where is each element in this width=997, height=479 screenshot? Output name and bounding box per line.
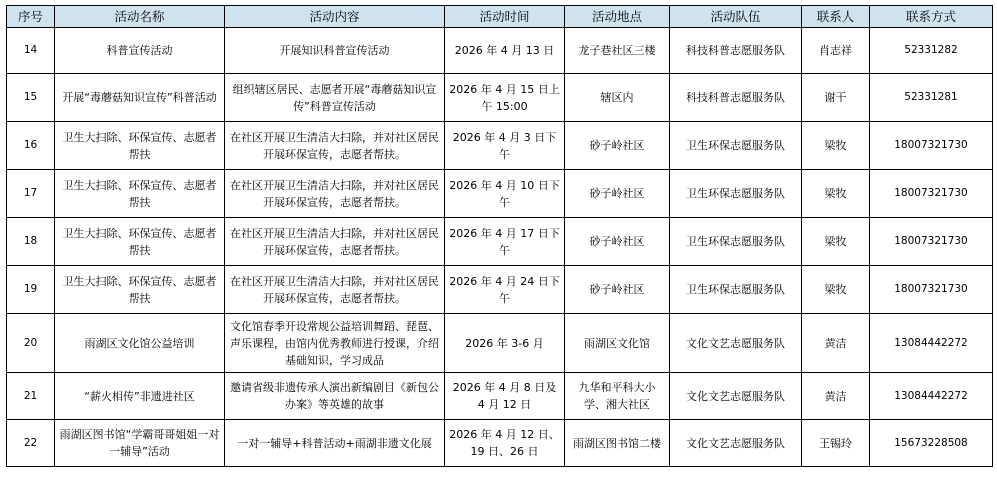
row-number: 17: [7, 170, 55, 218]
activity-place: 九华和平科大小学、湘大社区: [565, 373, 670, 420]
row-number: 18: [7, 218, 55, 266]
contact-person: 梁牧: [802, 218, 870, 266]
activity-place: 雨湖区图书馆二楼: [565, 420, 670, 467]
activity-team: 卫生环保志愿服务队: [670, 122, 802, 170]
activity-name: 雨湖区图书馆“学霸哥哥姐姐一对一辅导”活动: [55, 420, 225, 467]
row-number: 15: [7, 74, 55, 122]
contact-phone: 18007321730: [870, 218, 993, 266]
activity-place: 辖区内: [565, 74, 670, 122]
contact-person: 梁牧: [802, 122, 870, 170]
header-content: 活动内容: [225, 6, 445, 28]
table-row: [7, 314, 993, 373]
activity-place: 砂子岭社区: [565, 266, 670, 314]
contact-person: 梁牧: [802, 170, 870, 218]
contact-phone: 52331281: [870, 74, 993, 122]
activity-time: 2026 年 4 月 3 日下午: [445, 122, 565, 170]
header-place: 活动地点: [565, 6, 670, 28]
activity-place: 雨湖区文化馆: [565, 314, 670, 373]
activity-content: 在社区开展卫生清洁大扫除，并对社区居民开展环保宣传，志愿者帮扶。: [225, 266, 445, 314]
activity-name: 开展“毒蘑菇知识宣传”科普活动: [55, 74, 225, 122]
activity-name: 卫生大扫除、环保宣传、志愿者帮扶: [55, 170, 225, 218]
row-number: 22: [7, 420, 55, 467]
activity-time: 2026 年 3-6 月: [445, 314, 565, 373]
activity-team: 文化文艺志愿服务队: [670, 314, 802, 373]
table-row: [7, 122, 993, 170]
row-number: 19: [7, 266, 55, 314]
activity-content: 在社区开展卫生清洁大扫除，并对社区居民开展环保宣传，志愿者帮扶。: [225, 170, 445, 218]
activity-time: 2026 年 4 月 10 日下午: [445, 170, 565, 218]
header-team: 活动队伍: [670, 6, 802, 28]
contact-person: 王锡玲: [802, 420, 870, 467]
activity-team: 科技科普志愿服务队: [670, 74, 802, 122]
row-number: 16: [7, 122, 55, 170]
header-contact: 联系人: [802, 6, 870, 28]
activity-team: 卫生环保志愿服务队: [670, 218, 802, 266]
activity-content: 邀请省级非遗传承人演出新编剧目《新包公办案》等英雄的故事: [225, 373, 445, 420]
table-row: [7, 266, 993, 314]
contact-person: 黄洁: [802, 373, 870, 420]
table-body: [7, 28, 993, 467]
contact-phone: 18007321730: [870, 170, 993, 218]
activity-content: 文化馆春季开设常规公益培训舞蹈、琵琶、声乐课程，由馆内优秀教师进行授课，介绍基础知识，学习成品: [225, 314, 445, 373]
activity-time: 2026 年 4 月 8 日及 4 月 12 日: [445, 373, 565, 420]
activity-content: 组织辖区居民、志愿者开展“毒蘑菇知识宣传”科普宣传活动: [225, 74, 445, 122]
header-row: [7, 6, 993, 28]
activity-content: 一对一辅导+科普活动+雨湖非遗文化展: [225, 420, 445, 467]
activity-name: 科普宣传活动: [55, 28, 225, 74]
table-row: [7, 170, 993, 218]
activity-name: 雨湖区文化馆公益培训: [55, 314, 225, 373]
table-row: [7, 420, 993, 467]
contact-phone: 13084442272: [870, 314, 993, 373]
activity-place: 砂子岭社区: [565, 122, 670, 170]
contact-person: 谢干: [802, 74, 870, 122]
contact-person: 肖志祥: [802, 28, 870, 74]
contact-phone: 15673228508: [870, 420, 993, 467]
activity-content: 在社区开展卫生清洁大扫除，并对社区居民开展环保宣传，志愿者帮扶。: [225, 122, 445, 170]
row-number: 21: [7, 373, 55, 420]
activity-table: [6, 5, 993, 467]
contact-person: 梁牧: [802, 266, 870, 314]
contact-phone: 13084442272: [870, 373, 993, 420]
activity-time: 2026 年 4 月 15 日上午 15:00: [445, 74, 565, 122]
contact-phone: 52331282: [870, 28, 993, 74]
activity-team: 文化文艺志愿服务队: [670, 373, 802, 420]
row-number: 20: [7, 314, 55, 373]
activity-time: 2026 年 4 月 13 日: [445, 28, 565, 74]
row-number: 14: [7, 28, 55, 74]
activity-place: 砂子岭社区: [565, 170, 670, 218]
activity-team: 科技科普志愿服务队: [670, 28, 802, 74]
activity-name: 卫生大扫除、环保宣传、志愿者帮扶: [55, 266, 225, 314]
activity-team: 文化文艺志愿服务队: [670, 420, 802, 467]
table-row: [7, 373, 993, 420]
header-no: 序号: [7, 6, 55, 28]
activity-name: 卫生大扫除、环保宣传、志愿者帮扶: [55, 218, 225, 266]
activity-time: 2026 年 4 月 17 日下午: [445, 218, 565, 266]
table-row: [7, 28, 993, 74]
activity-time: 2026 年 4 月 12 日、19 日、26 日: [445, 420, 565, 467]
header-time: 活动时间: [445, 6, 565, 28]
activity-place: 砂子岭社区: [565, 218, 670, 266]
activity-name: 卫生大扫除、环保宣传、志愿者帮扶: [55, 122, 225, 170]
header-phone: 联系方式: [870, 6, 993, 28]
activity-time: 2026 年 4 月 24 日下午: [445, 266, 565, 314]
contact-phone: 18007321730: [870, 122, 993, 170]
activity-content: 在社区开展卫生清洁大扫除，并对社区居民开展环保宣传，志愿者帮扶。: [225, 218, 445, 266]
table-row: [7, 74, 993, 122]
contact-phone: 18007321730: [870, 266, 993, 314]
activity-name: “薪火相传”非遗进社区: [55, 373, 225, 420]
table-row: [7, 218, 993, 266]
activity-team: 卫生环保志愿服务队: [670, 170, 802, 218]
contact-person: 黄洁: [802, 314, 870, 373]
header-name: 活动名称: [55, 6, 225, 28]
activity-place: 龙子巷社区三楼: [565, 28, 670, 74]
activity-content: 开展知识科普宣传活动: [225, 28, 445, 74]
activity-team: 卫生环保志愿服务队: [670, 266, 802, 314]
